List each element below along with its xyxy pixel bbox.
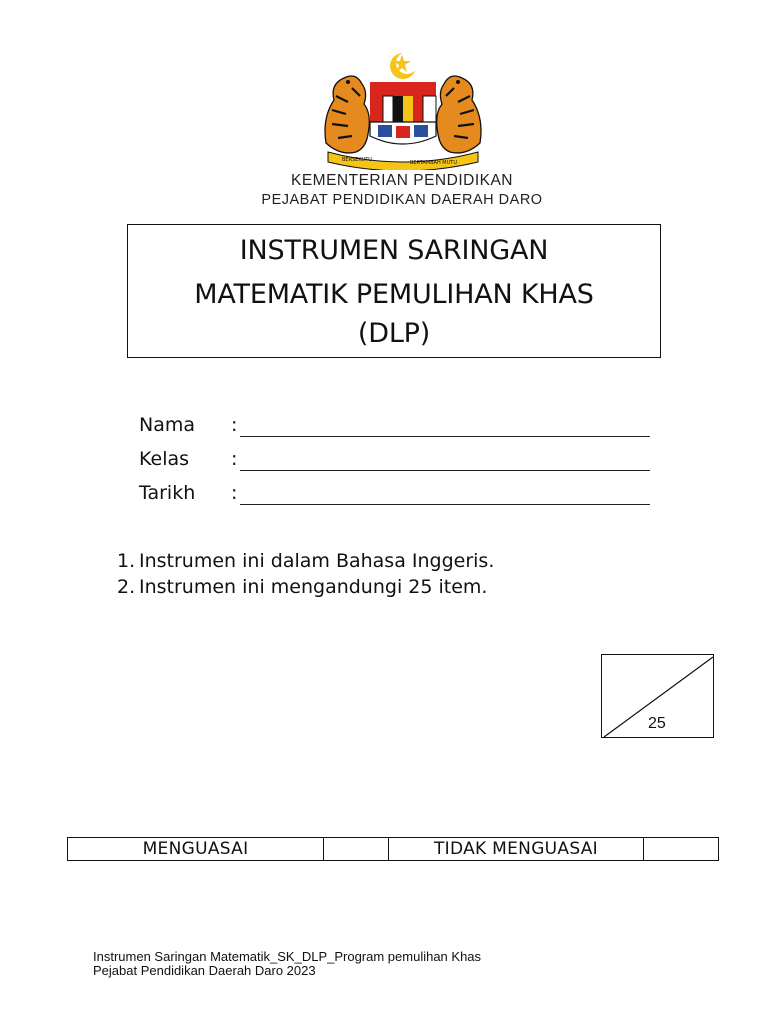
instruction-number: 2. bbox=[117, 576, 136, 598]
instructions-list bbox=[117, 550, 494, 602]
class-input-line[interactable] bbox=[240, 470, 650, 471]
title-box bbox=[127, 224, 661, 358]
shield-stripes bbox=[370, 96, 436, 122]
shield-top-band bbox=[370, 82, 436, 96]
title-line-2: MATEMATIK PEMULIHAN KHAS bbox=[194, 279, 594, 310]
instruction-number: 1. bbox=[117, 550, 136, 572]
date-label: Tarikh bbox=[139, 482, 196, 504]
coat-of-arms-icon bbox=[318, 48, 488, 170]
footer-line-2: Pejabat Pendidikan Daerah Daro 2023 bbox=[93, 963, 316, 978]
coat-of-arms-emblem bbox=[318, 48, 488, 170]
mastered-checkbox-cell[interactable] bbox=[324, 838, 389, 861]
not-mastered-label: TIDAK MENGUASAI bbox=[389, 838, 644, 861]
instruction-text: Instrumen ini mengandungi 25 item. bbox=[139, 576, 488, 598]
date-input-line[interactable] bbox=[240, 504, 650, 505]
not-mastered-checkbox-cell[interactable] bbox=[644, 838, 719, 861]
name-label: Nama bbox=[139, 414, 196, 436]
title-line-1: INSTRUMEN SARINGAN bbox=[239, 235, 549, 266]
office-name: PEJABAT PENDIDIKAN DAERAH DARO bbox=[261, 192, 543, 208]
instruction-text: Instrumen ini dalam Bahasa Inggeris. bbox=[139, 550, 495, 572]
class-colon: : bbox=[231, 448, 238, 470]
tiger-right-icon bbox=[437, 76, 481, 153]
score-total: 25 bbox=[648, 715, 666, 732]
title-line-3: (DLP) bbox=[357, 318, 431, 349]
motto-left-text: BERSEKUTU bbox=[342, 157, 372, 163]
name-input-line[interactable] bbox=[240, 436, 650, 437]
instruction-item bbox=[117, 576, 494, 602]
class-label: Kelas bbox=[139, 448, 190, 470]
ministry-name: KEMENTERIAN PENDIDIKAN bbox=[290, 172, 513, 189]
footer-line-1: Instrumen Saringan Matematik_SK_DLP_Program pemulihan Khas bbox=[93, 949, 482, 964]
mastery-status-table bbox=[67, 837, 719, 861]
page-footer bbox=[93, 950, 481, 978]
motto-right-text: BERTAMBAH MUTU bbox=[410, 160, 457, 166]
date-colon: : bbox=[231, 482, 238, 504]
score-box[interactable] bbox=[601, 654, 714, 738]
mastered-label: MENGUASAI bbox=[68, 838, 324, 861]
instruction-item bbox=[117, 550, 494, 576]
tiger-left-icon bbox=[325, 76, 369, 153]
name-colon: : bbox=[231, 414, 238, 436]
